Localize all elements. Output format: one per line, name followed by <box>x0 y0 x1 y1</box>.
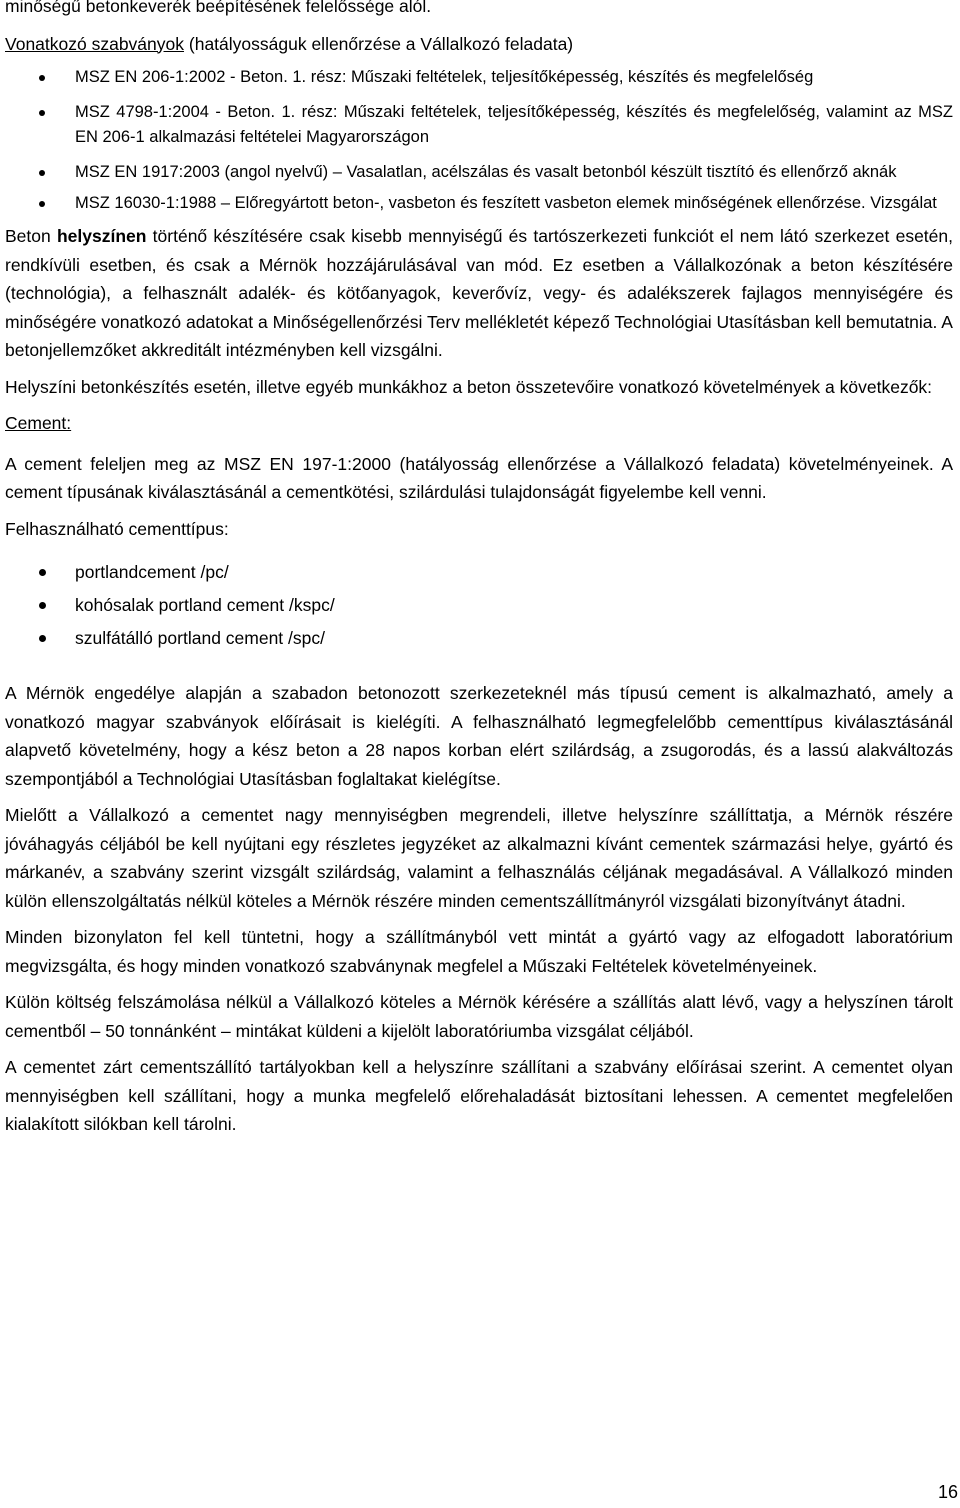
standards-list-item: MSZ EN 1917:2003 (angol nyelvű) – Vasalatlan, acélszálas és vasalt betonból készült tisztító és ellenőrző aknák <box>5 160 953 185</box>
bullet-icon <box>39 635 46 642</box>
intro-continuation: minőségű betonkeverék beépítésének felelőssége alól. <box>5 0 432 16</box>
cement-paragraph-4: Minden bizonylaton fel kell tüntetni, hogy a szállítmányból vett mintát a gyártó vagy az elfogadott laboratórium megvizsgálta, és hogy minden vonatkozó szabványnak megfelel a Műszaki Feltételek követelményeinek. <box>5 927 953 976</box>
standards-list-item: MSZ EN 206-1:2002 - Beton. 1. rész: Műszaki feltételek, teljesítőképesség, készítés és megfelelőség <box>5 65 953 90</box>
cement-type-item: kohósalak portland cement /kspc/ <box>5 589 953 622</box>
bullet-icon <box>39 201 45 207</box>
bullet-icon <box>39 75 45 81</box>
cement-paragraph-1: A cement feleljen meg az MSZ EN 197-1:2000 (hatályosság ellenőrzése a Vállalkozó feladata) követelményeinek. A cement típusának kiválasztásánál a cementkötési, szilárdulási tulajdonságát figyelembe kell venni. <box>5 453 953 502</box>
standards-heading-underlined: Vonatkozó szabványok <box>5 33 185 54</box>
cement-paragraph-5: Külön költség felszámolása nélkül a Vállalkozó köteles a Mérnök kérésére a szállítás alatt lévő, vagy a helyszínen tárolt cementből – 50 tonnánként – mintákat küldeni a kijelölt laboratóriumba vizsgálat céljából. <box>5 992 953 1041</box>
standards-list <box>5 65 953 216</box>
bullet-icon <box>39 569 46 576</box>
cement-type-item: portlandcement /pc/ <box>5 556 953 589</box>
cement-types-list <box>5 556 953 655</box>
onsite-paragraph-1: Beton helyszínen történő készítésére csak kisebb mennyiségű és tartószerkezeti funkciót el nem látó szerkezet esetén, rendkívüli esetben, és csak a Mérnök hozzájárulásával van mód. Ez esetben a Vállalkozónak a beton készítésére (technológia), a felhasznált adalék- és kötőanyagok, keverővíz, vegy- és adalékszerek fajlagos mennyiségére és minőségére vonatkozó adatokat a Minőségellenőrzési Terv mellékletét képező Technológiai Utasításban kell bemutatnia. A betonjellemzőket akkreditált intézményben kell vizsgálni. <box>5 226 953 360</box>
onsite-bold-term: helyszínen <box>56 226 147 246</box>
cement-type-item: szulfátálló portland cement /spc/ <box>5 622 953 655</box>
standards-list-item: MSZ 16030-1:1988 – Előregyártott beton-, vasbeton és feszített vasbeton elemek minőségének ellenőrzése. Vizsgálat <box>5 191 953 216</box>
cement-paragraph-2: A Mérnök engedélye alapján a szabadon betonozott szerkezeteknél más típusú cement is alkalmazható, amely a vonatkozó magyar szabványok előírásait is kielégíti. A felhasználható legmegfelelőbb cementtípus kiválasztásánál alapvető követelmény, hogy a kész beton a 28 napos korban elért szilárdság, a zsugorodás, és a lassú alakváltozás szempontjából a Technológiai Utasításban foglaltakat kielégítse. <box>5 683 953 789</box>
cement-heading: Cement: <box>5 413 72 433</box>
bullet-icon <box>39 602 46 609</box>
standards-heading <box>5 30 953 59</box>
bullet-icon <box>39 110 45 116</box>
page-number: 16 <box>937 1482 958 1502</box>
standards-heading-rest: (hatályosságuk ellenőrzése a Vállalkozó feladata) <box>184 33 574 54</box>
cement-types-label: Felhasználható cementtípus: <box>5 518 229 539</box>
cement-paragraph-3: Mielőtt a Vállalkozó a cementet nagy mennyiségben megrendeli, illetve helyszínre szállíttatja, a Mérnök részére jóváhagyás céljából be kell nyújtani egy részletes jegyzéket az alkalmazni kívánt cementek származási helye, gyártó és márkanév, a szabvány szerint vizsgált szilárdság, valamint a felhasználás céljának megadásával. A Vállalkozó minden külön ellenszolgáltatás nélkül köteles a Mérnök részére minden cementszállítmányról vizsgálati bizonyítványt átadni. <box>5 805 953 911</box>
document-page <box>5 0 953 1139</box>
standards-list-item: MSZ 4798-1:2004 - Beton. 1. rész: Műszaki feltételek, teljesítőképesség, készítés és megfelelőség, valamint az MSZ EN 206-1 alkalmazási feltételei Magyarországon <box>5 100 953 150</box>
cement-paragraph-6: A cementet zárt cementszállító tartályokban kell a helyszínre szállítani a szabvány előírásai szerint. A cementet olyan mennyiségben kell szállítani, hogy a munka megfelelő előrehaladását biztosítani lehessen. A cementet megfelelően kialakított silókban kell tárolni. <box>5 1057 953 1134</box>
bullet-icon <box>39 170 45 176</box>
onsite-paragraph-2: Helyszíni betonkészítés esetén, illetve egyéb munkákhoz a beton összetevőire vonatkozó követelmények a következők: <box>5 376 933 397</box>
